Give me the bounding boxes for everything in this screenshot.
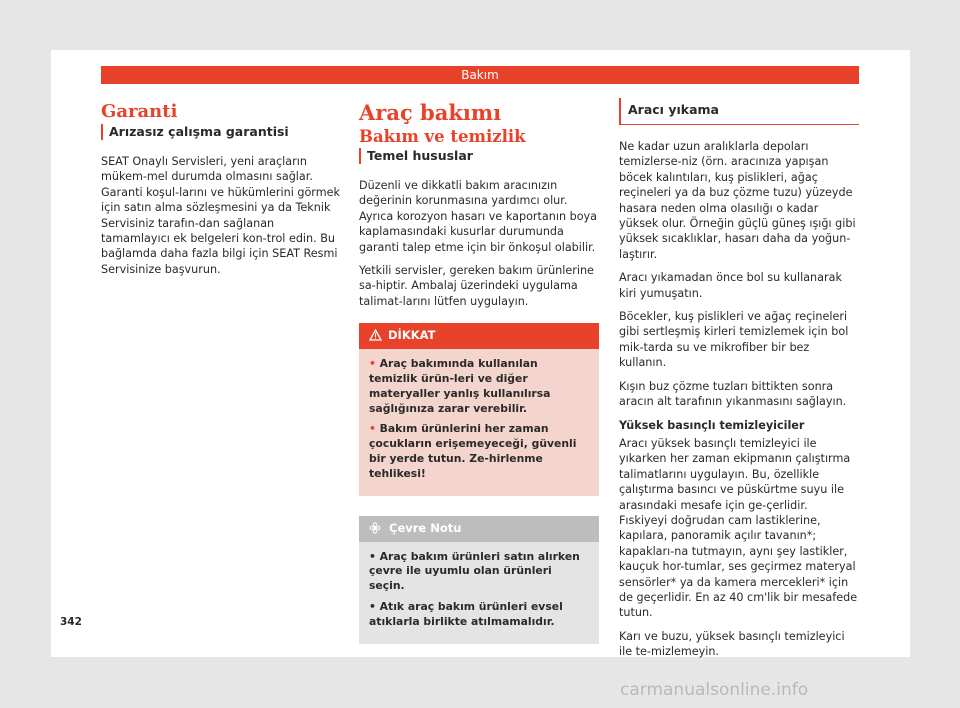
paragraph: Düzenli ve dikkatli bakım aracınızın değerinin korunmasına yardımcı olur. Ayrıca korozyon hasarı ve kaportanın boya kaplamasındaki kusurlar durumunda garanti talep etme için bir önkoşul olabilir. bbox=[359, 179, 598, 254]
flower-icon bbox=[369, 522, 381, 538]
list-item: • Bakım ürünlerini her zaman çocukların erişemeyeceği, güvenli bir yerde tutun. Ze-hirlenme tehlikesi! bbox=[369, 422, 577, 480]
warning-header bbox=[359, 323, 599, 349]
warning-triangle-icon bbox=[369, 329, 382, 345]
subsection-heading-basics: Temel hususlar bbox=[359, 148, 599, 164]
page-number: 342 bbox=[60, 616, 82, 628]
warning-body bbox=[359, 349, 599, 495]
subheading-high-pressure: Yüksek basınçlı temizleyiciler bbox=[619, 418, 805, 432]
header-bar: Bakım bbox=[101, 66, 859, 84]
column-care bbox=[359, 100, 599, 644]
section-title-care: Araç bakımı bbox=[359, 100, 502, 125]
list-item: • Araç bakım ürünleri satın alırken çevre ile uyumlu olan ürünleri seçin. bbox=[369, 549, 580, 593]
paragraph: Kışın buz çözme tuzları bittikten sonra aracın alt tarafının yıkanmasını sağlayın. bbox=[619, 379, 847, 409]
column-warranty bbox=[101, 100, 341, 285]
list-item: • Atık araç bakım ürünleri evsel atıklarla birlikte atılmamalıdır. bbox=[369, 600, 563, 628]
subsection-heading-warranty: Arızasız çalışma garantisi bbox=[101, 124, 341, 140]
paragraph: Aracı yüksek basınçlı temizleyici ile yıkarken her zaman ekipmanın çalıştırma talimatlarını uygulayın. Bu, özellikle çalıştırma basıncı ve püskürtme suyu ile arasındaki mesafe için ge-çerlidir. Fıskiyeyi doğrudan cam lastiklerine, kapılara, panoramik açılır tavanın*; kapakları-na tutmayın, aynı şey lastikler, kauçuk hor-tumlar, ses geçirmez materyal sensörler* ya da kamera mercekleri* için de geçerlidir. En az 40 cm'lik bir mesafede tutun. bbox=[619, 436, 858, 620]
paragraph: Böcekler, kuş pislikleri ve ağaç reçineleri gibi sertleşmiş kirleri temizlemek için bol mik-tarda su ve mikrofiber bir bez kullanın. bbox=[619, 310, 849, 370]
list-item: • Araç bakımında kullanılan temizlik ürün-leri ve diğer materyaller yanlış kullanılırsa sağlığınıza zarar verebilir. bbox=[369, 357, 551, 415]
paragraph: SEAT Onaylı Servisleri, yeni araçların mükem-mel durumda olmasını sağlar. Garanti koşul-larını ve hükümlerini görmek için satın alma sözleşmesini ya da Teknik Servisiniz tarafın-dan sağlanan tamamlayıcı ek belgeleri kon-trol edin. Bu bağlamda daha fazla bilgi için SEAT Resmi Servisinize başvurun. bbox=[101, 155, 340, 276]
paragraph: Aracı yıkamadan önce bol su kullanarak kiri yumuşatın. bbox=[619, 271, 842, 300]
paragraph: Yetkili servisler, gereken bakım ürünlerine sa-hiptir. Ambalaj üzerindeki uygulama talimat-larını lütfen uygulayın. bbox=[359, 264, 594, 308]
paragraph: Ne kadar uzun aralıklarla depoları temizlerse-niz (örn. aracınıza yapışan böcek kalıntıları, kuş pislikleri, ağaç reçineleri ya da buz çözme tuzu) yüzeyde hasara neden olma olasılığı o kadar yüksek olur. Örneğin güçlü güneş ışığı gibi yüksek sıcaklıklar, hasarı daha da yoğun-laştırır. bbox=[619, 140, 856, 261]
warning-box bbox=[359, 323, 599, 495]
paragraph: Karı ve buzu, yüksek basınçlı temizleyici ile te-mizlemeyin. bbox=[619, 629, 845, 659]
environment-note-body bbox=[359, 542, 599, 644]
environment-note-label: Çevre Notu bbox=[389, 520, 462, 535]
warning-label: DİKKAT bbox=[388, 328, 436, 343]
environment-note-header bbox=[359, 516, 599, 542]
environment-note-box bbox=[359, 516, 599, 644]
subtitle-care-cleaning: Bakım ve temizlik bbox=[359, 127, 526, 146]
subsection-heading-washing: Aracı yıkama bbox=[619, 98, 859, 125]
column-washing bbox=[619, 98, 859, 668]
watermark: carmanualsonline.info bbox=[620, 680, 809, 700]
section-title-warranty: Garanti bbox=[101, 101, 178, 122]
